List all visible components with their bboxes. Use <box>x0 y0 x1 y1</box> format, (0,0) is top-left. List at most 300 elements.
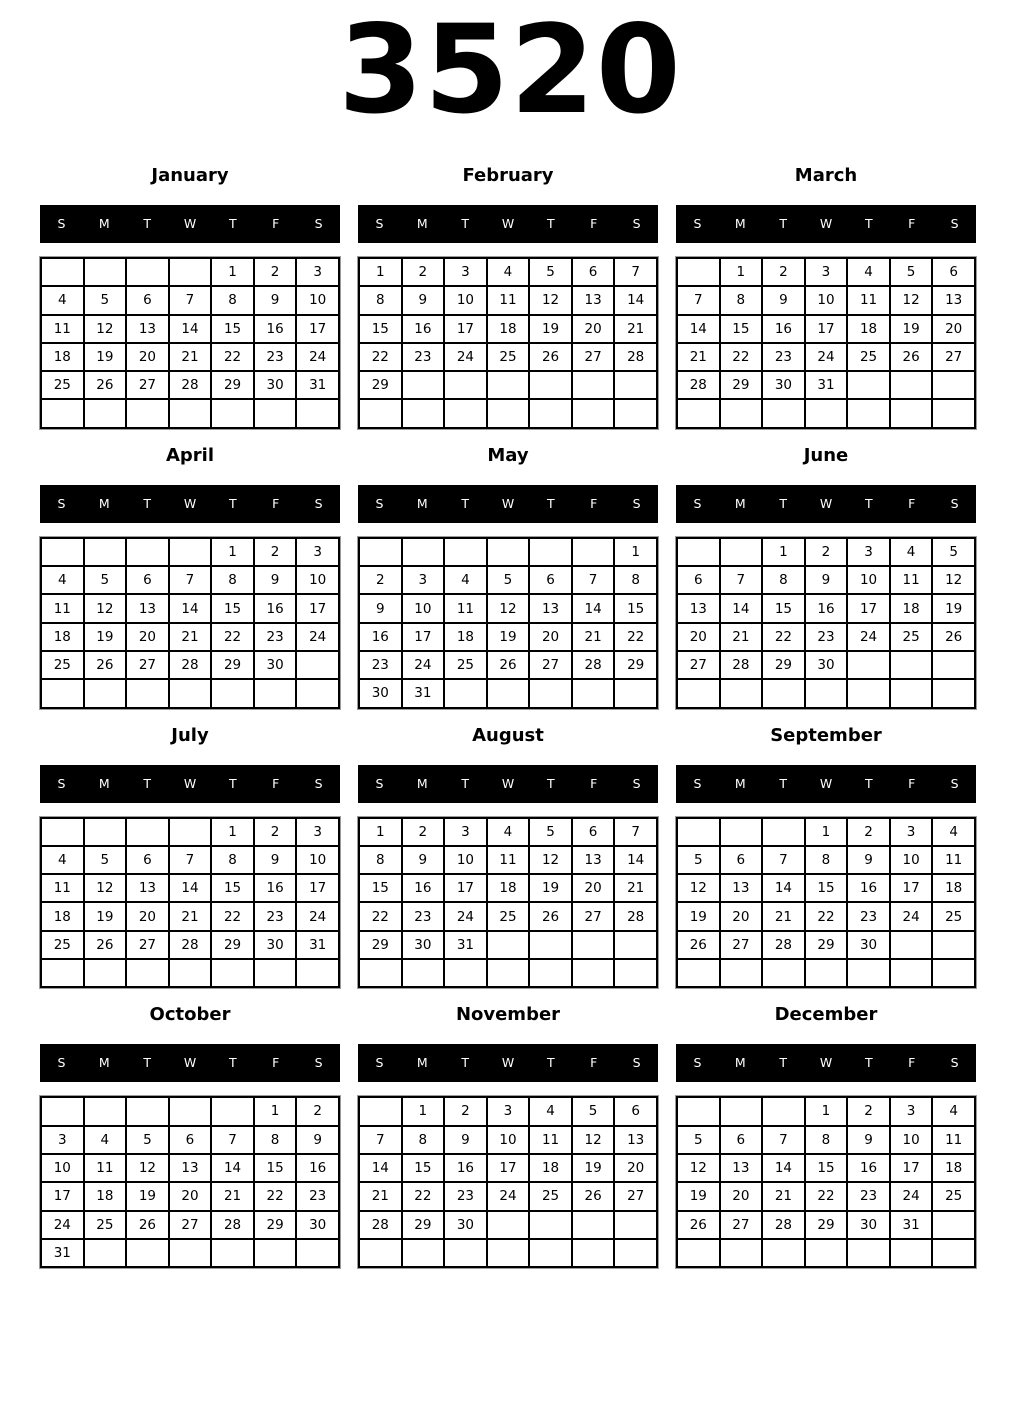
empty-cell <box>614 399 657 427</box>
day-cell: 8 <box>614 566 657 594</box>
day-cell: 13 <box>169 1154 212 1182</box>
day-cell: 4 <box>890 538 933 566</box>
day-cell: 20 <box>932 315 975 343</box>
empty-cell <box>444 679 487 707</box>
week-row <box>41 1126 339 1154</box>
day-cell: 27 <box>720 1211 763 1239</box>
day-cell: 31 <box>41 1239 84 1267</box>
day-cell: 14 <box>169 874 212 902</box>
week-row <box>677 1154 975 1182</box>
day-cell: 26 <box>487 651 530 679</box>
year-title: 3520 <box>338 0 682 141</box>
day-cell: 19 <box>529 315 572 343</box>
day-cell: 29 <box>720 371 763 399</box>
day-cell: 17 <box>890 874 933 902</box>
empty-cell <box>487 1239 530 1267</box>
weekday-label: T <box>143 1055 151 1071</box>
day-cell: 14 <box>359 1154 402 1182</box>
month-block-october <box>40 1004 340 1268</box>
day-cell: 12 <box>487 594 530 622</box>
day-cell: 28 <box>572 651 615 679</box>
day-cell: 11 <box>84 1154 127 1182</box>
week-row <box>41 315 339 343</box>
weekday-label: T <box>229 1055 237 1071</box>
day-cell: 30 <box>254 651 297 679</box>
day-cell: 22 <box>762 623 805 651</box>
day-cell: 19 <box>677 902 720 930</box>
empty-cell <box>296 679 339 707</box>
day-cell: 19 <box>487 623 530 651</box>
day-cell: 7 <box>614 818 657 846</box>
day-cell: 16 <box>254 594 297 622</box>
day-cell: 7 <box>169 846 212 874</box>
day-cell: 17 <box>41 1182 84 1210</box>
empty-cell <box>211 399 254 427</box>
day-cell: 26 <box>529 902 572 930</box>
day-cell: 11 <box>847 286 890 314</box>
day-cell: 8 <box>762 566 805 594</box>
empty-cell <box>84 1239 127 1267</box>
day-cell: 27 <box>529 651 572 679</box>
weekday-label: M <box>98 216 110 231</box>
day-cell: 27 <box>169 1211 212 1239</box>
empty-cell <box>444 959 487 987</box>
empty-cell <box>677 959 720 987</box>
day-cell: 27 <box>614 1182 657 1210</box>
day-cell: 18 <box>487 874 530 902</box>
day-cell: 16 <box>254 315 297 343</box>
empty-cell <box>487 931 530 959</box>
day-cell: 6 <box>932 258 975 286</box>
day-cell: 28 <box>677 371 720 399</box>
day-cell: 5 <box>529 258 572 286</box>
day-cell: 20 <box>572 315 615 343</box>
day-cell: 28 <box>211 1211 254 1239</box>
day-cell: 22 <box>720 343 763 371</box>
day-cell: 11 <box>932 1126 975 1154</box>
day-cell: 5 <box>677 1126 720 1154</box>
day-cell: 13 <box>126 874 169 902</box>
day-cell: 16 <box>762 315 805 343</box>
empty-cell <box>572 959 615 987</box>
empty-cell <box>402 538 445 566</box>
day-cell: 19 <box>572 1154 615 1182</box>
week-row <box>677 343 975 371</box>
week-row <box>677 931 975 959</box>
day-cell: 11 <box>41 315 84 343</box>
day-cell: 3 <box>296 538 339 566</box>
day-cell: 27 <box>572 343 615 371</box>
day-cell: 23 <box>254 343 297 371</box>
day-cell: 7 <box>762 846 805 874</box>
weekday-label: M <box>98 495 110 511</box>
empty-cell <box>126 1239 169 1267</box>
weekday-label: T <box>461 775 469 791</box>
weekday-label: T <box>461 1055 469 1071</box>
day-cell: 15 <box>805 1154 848 1182</box>
day-cell: 2 <box>359 566 402 594</box>
week-row <box>359 959 657 987</box>
day-cell: 22 <box>359 343 402 371</box>
day-cell: 4 <box>41 846 84 874</box>
empty-cell <box>41 959 84 987</box>
day-cell: 28 <box>169 651 212 679</box>
day-cell: 6 <box>169 1126 212 1154</box>
month-title: May <box>487 444 529 466</box>
empty-cell <box>211 679 254 707</box>
weekday-header-row <box>40 485 340 523</box>
empty-cell <box>211 1239 254 1267</box>
empty-cell <box>932 399 975 427</box>
day-cell: 3 <box>890 1097 933 1125</box>
empty-cell <box>720 1239 763 1267</box>
day-cell: 24 <box>444 902 487 930</box>
day-cell: 27 <box>677 651 720 679</box>
week-row <box>41 1154 339 1182</box>
day-cell: 10 <box>444 846 487 874</box>
empty-cell <box>677 399 720 427</box>
day-cell: 25 <box>41 371 84 399</box>
date-grid <box>40 537 340 709</box>
day-cell: 7 <box>720 566 763 594</box>
day-cell: 30 <box>762 371 805 399</box>
empty-cell <box>677 538 720 566</box>
empty-cell <box>402 399 445 427</box>
day-cell: 8 <box>720 286 763 314</box>
week-row <box>359 623 657 651</box>
weekday-header-row <box>40 1044 340 1082</box>
day-cell: 5 <box>487 566 530 594</box>
day-cell: 24 <box>847 623 890 651</box>
day-cell: 22 <box>614 623 657 651</box>
day-cell: 21 <box>211 1182 254 1210</box>
empty-cell <box>41 399 84 427</box>
day-cell: 5 <box>529 818 572 846</box>
empty-cell <box>932 679 975 707</box>
week-row <box>41 1239 339 1267</box>
empty-cell <box>932 371 975 399</box>
empty-cell <box>169 258 212 286</box>
empty-cell <box>126 1097 169 1125</box>
day-cell: 12 <box>84 874 127 902</box>
day-cell: 24 <box>890 902 933 930</box>
empty-cell <box>847 651 890 679</box>
day-cell: 2 <box>444 1097 487 1125</box>
empty-cell <box>847 679 890 707</box>
day-cell: 21 <box>677 343 720 371</box>
day-cell: 24 <box>890 1182 933 1210</box>
empty-cell <box>296 959 339 987</box>
empty-cell <box>254 1239 297 1267</box>
weekday-label: S <box>314 495 323 511</box>
day-cell: 30 <box>805 651 848 679</box>
empty-cell <box>126 258 169 286</box>
day-cell: 29 <box>211 371 254 399</box>
empty-cell <box>762 399 805 427</box>
day-cell: 21 <box>169 623 212 651</box>
month-block-april <box>40 445 340 709</box>
week-row <box>359 1097 657 1125</box>
weekday-label: T <box>143 775 151 791</box>
day-cell: 5 <box>84 286 127 314</box>
day-cell: 23 <box>444 1182 487 1210</box>
empty-cell <box>720 1097 763 1125</box>
day-cell: 13 <box>720 1154 763 1182</box>
month-title: February <box>462 165 554 186</box>
empty-cell <box>254 679 297 707</box>
weekday-label: S <box>632 495 641 511</box>
month-block-january <box>40 165 340 429</box>
empty-cell <box>572 679 615 707</box>
week-row <box>677 594 975 622</box>
week-row <box>41 902 339 930</box>
day-cell: 1 <box>720 258 763 286</box>
day-cell: 22 <box>211 343 254 371</box>
empty-cell <box>614 959 657 987</box>
day-cell: 1 <box>211 538 254 566</box>
day-cell: 6 <box>126 566 169 594</box>
weekday-header-row <box>676 765 976 803</box>
day-cell: 5 <box>84 846 127 874</box>
weekday-label: S <box>632 216 641 231</box>
day-cell: 30 <box>254 931 297 959</box>
weekday-label: T <box>779 216 787 231</box>
empty-cell <box>572 538 615 566</box>
week-row <box>41 399 339 427</box>
day-cell: 8 <box>805 846 848 874</box>
day-cell: 11 <box>41 594 84 622</box>
day-cell: 10 <box>296 566 339 594</box>
empty-cell <box>614 931 657 959</box>
empty-cell <box>614 1211 657 1239</box>
day-cell: 25 <box>41 931 84 959</box>
day-cell: 11 <box>487 846 530 874</box>
weekday-label: W <box>501 495 515 511</box>
day-cell: 4 <box>444 566 487 594</box>
weekday-label: T <box>779 775 787 791</box>
empty-cell <box>126 679 169 707</box>
day-cell: 28 <box>169 371 212 399</box>
empty-cell <box>529 399 572 427</box>
day-cell: 21 <box>614 874 657 902</box>
empty-cell <box>890 1239 933 1267</box>
day-cell: 20 <box>720 902 763 930</box>
day-cell: 30 <box>847 1211 890 1239</box>
day-cell: 4 <box>932 1097 975 1125</box>
day-cell: 3 <box>847 538 890 566</box>
day-cell: 4 <box>932 818 975 846</box>
weekday-label: M <box>416 216 428 231</box>
day-cell: 8 <box>359 846 402 874</box>
empty-cell <box>84 959 127 987</box>
day-cell: 8 <box>211 566 254 594</box>
day-cell: 17 <box>296 874 339 902</box>
day-cell: 5 <box>932 538 975 566</box>
day-cell: 18 <box>41 623 84 651</box>
week-row <box>677 818 975 846</box>
month-title: June <box>803 444 849 466</box>
month-block-november <box>358 1004 658 1268</box>
weekday-label: S <box>375 495 384 511</box>
empty-cell <box>932 931 975 959</box>
day-cell: 24 <box>402 651 445 679</box>
day-cell: 15 <box>720 315 763 343</box>
weekday-label: T <box>865 495 873 511</box>
weekday-label: F <box>590 495 598 511</box>
week-row <box>359 902 657 930</box>
day-cell: 23 <box>847 902 890 930</box>
day-cell: 26 <box>677 1211 720 1239</box>
weekday-label: F <box>272 1055 280 1071</box>
empty-cell <box>932 1239 975 1267</box>
week-row <box>41 343 339 371</box>
empty-cell <box>41 538 84 566</box>
day-cell: 23 <box>359 651 402 679</box>
week-row <box>677 1126 975 1154</box>
weekday-label: S <box>375 1055 384 1071</box>
empty-cell <box>890 399 933 427</box>
date-grid <box>676 817 976 989</box>
weekday-label: F <box>272 495 280 511</box>
day-cell: 12 <box>677 1154 720 1182</box>
day-cell: 14 <box>169 594 212 622</box>
day-cell: 26 <box>126 1211 169 1239</box>
week-row <box>677 874 975 902</box>
day-cell: 26 <box>84 651 127 679</box>
week-row <box>677 371 975 399</box>
day-cell: 14 <box>677 315 720 343</box>
day-cell: 29 <box>211 931 254 959</box>
day-cell: 21 <box>359 1182 402 1210</box>
day-cell: 25 <box>529 1182 572 1210</box>
empty-cell <box>890 679 933 707</box>
weekday-label: W <box>501 775 515 791</box>
day-cell: 28 <box>169 931 212 959</box>
empty-cell <box>126 818 169 846</box>
weekday-header-row <box>358 205 658 243</box>
empty-cell <box>847 399 890 427</box>
date-grid <box>40 257 340 429</box>
empty-cell <box>211 1097 254 1125</box>
week-row <box>677 959 975 987</box>
week-row <box>41 846 339 874</box>
day-cell: 24 <box>487 1182 530 1210</box>
empty-cell <box>359 399 402 427</box>
day-cell: 2 <box>847 818 890 846</box>
day-cell: 1 <box>614 538 657 566</box>
day-cell: 20 <box>529 623 572 651</box>
week-row <box>41 258 339 286</box>
day-cell: 19 <box>84 343 127 371</box>
empty-cell <box>41 818 84 846</box>
day-cell: 9 <box>402 846 445 874</box>
month-title: October <box>149 1004 231 1026</box>
empty-cell <box>169 959 212 987</box>
day-cell: 13 <box>677 594 720 622</box>
day-cell: 4 <box>41 286 84 314</box>
month-block-february <box>358 165 658 429</box>
day-cell: 15 <box>359 874 402 902</box>
day-cell: 9 <box>762 286 805 314</box>
day-cell: 15 <box>402 1154 445 1182</box>
day-cell: 25 <box>890 623 933 651</box>
empty-cell <box>402 371 445 399</box>
weekday-label: F <box>908 1055 916 1071</box>
day-cell: 27 <box>572 902 615 930</box>
day-cell: 23 <box>762 343 805 371</box>
day-cell: 12 <box>84 315 127 343</box>
day-cell: 22 <box>805 902 848 930</box>
day-cell: 12 <box>572 1126 615 1154</box>
empty-cell <box>890 931 933 959</box>
day-cell: 25 <box>444 651 487 679</box>
empty-cell <box>211 959 254 987</box>
empty-cell <box>444 399 487 427</box>
day-cell: 7 <box>169 566 212 594</box>
empty-cell <box>84 818 127 846</box>
day-cell: 6 <box>572 818 615 846</box>
day-cell: 9 <box>402 286 445 314</box>
weekday-label: W <box>819 1055 833 1071</box>
day-cell: 18 <box>444 623 487 651</box>
empty-cell <box>847 371 890 399</box>
empty-cell <box>805 959 848 987</box>
week-row <box>41 1182 339 1210</box>
date-grid <box>358 817 658 989</box>
day-cell: 1 <box>402 1097 445 1125</box>
day-cell: 23 <box>296 1182 339 1210</box>
day-cell: 17 <box>296 594 339 622</box>
day-cell: 4 <box>529 1097 572 1125</box>
day-cell: 25 <box>84 1211 127 1239</box>
day-cell: 13 <box>126 315 169 343</box>
empty-cell <box>169 818 212 846</box>
day-cell: 3 <box>444 818 487 846</box>
weekday-header-row <box>676 485 976 523</box>
day-cell: 29 <box>359 371 402 399</box>
empty-cell <box>41 1097 84 1125</box>
day-cell: 29 <box>402 1211 445 1239</box>
empty-cell <box>169 1097 212 1125</box>
weekday-label: W <box>183 216 197 231</box>
week-row <box>359 846 657 874</box>
week-row <box>41 371 339 399</box>
day-cell: 22 <box>211 623 254 651</box>
day-cell: 26 <box>932 623 975 651</box>
week-row <box>359 315 657 343</box>
day-cell: 7 <box>211 1126 254 1154</box>
week-row <box>41 931 339 959</box>
month-block-may <box>358 445 658 709</box>
empty-cell <box>932 651 975 679</box>
week-row <box>677 538 975 566</box>
day-cell: 24 <box>805 343 848 371</box>
empty-cell <box>402 959 445 987</box>
day-cell: 29 <box>614 651 657 679</box>
week-row <box>677 399 975 427</box>
day-cell: 6 <box>529 566 572 594</box>
day-cell: 18 <box>41 902 84 930</box>
date-grid <box>676 257 976 429</box>
empty-cell <box>890 651 933 679</box>
day-cell: 24 <box>296 343 339 371</box>
empty-cell <box>169 399 212 427</box>
date-grid <box>358 257 658 429</box>
day-cell: 13 <box>932 286 975 314</box>
day-cell: 1 <box>254 1097 297 1125</box>
day-cell: 28 <box>614 902 657 930</box>
day-cell: 20 <box>614 1154 657 1182</box>
